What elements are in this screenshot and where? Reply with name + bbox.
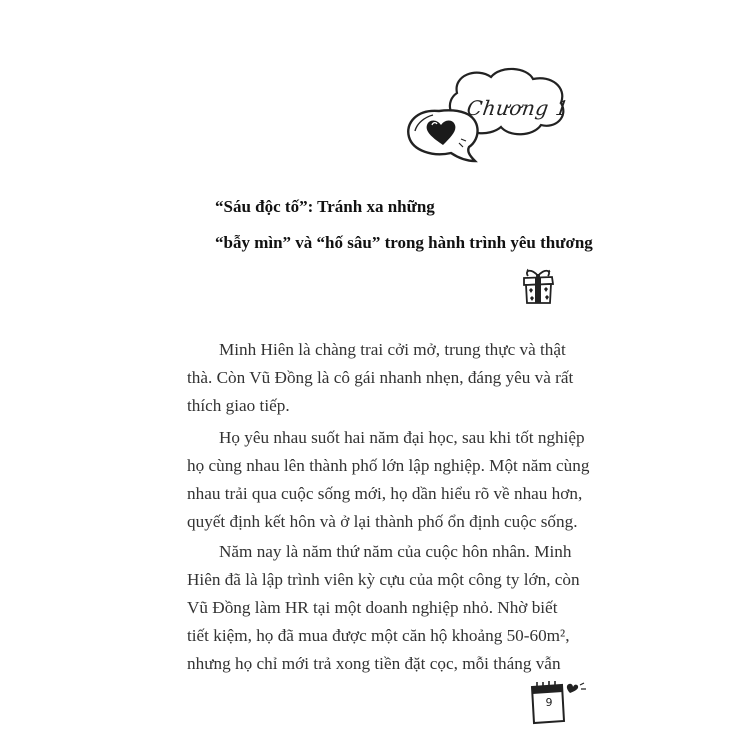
gift-box-icon bbox=[518, 266, 558, 306]
body-paragraph bbox=[187, 424, 590, 536]
body-line: tiết kiệm, họ đã mua được một căn hộ khoảng 50-60m², bbox=[187, 626, 570, 645]
body-line: Minh Hiên là chàng trai cởi mở, trung thực và thật bbox=[219, 340, 566, 359]
body-line: nhưng họ chỉ mới trả xong tiền đặt cọc, mỗi tháng vẫn bbox=[187, 654, 561, 673]
body-line: Vũ Đồng làm HR tại một doanh nghiệp nhỏ. Nhờ biết bbox=[187, 598, 558, 617]
body-line: họ cùng nhau lên thành phố lớn lập nghiệp. Một năm cùng bbox=[187, 456, 590, 475]
page-number: 9 bbox=[545, 696, 553, 709]
chapter-title-line-2: “bẫy mìn” và “hố sâu” trong hành trình yêu thương bbox=[215, 233, 593, 252]
body-paragraph bbox=[187, 538, 580, 678]
body-line: nhau trải qua cuộc sống mới, họ dần hiểu rõ về nhau hơn, bbox=[187, 484, 583, 503]
chapter-title-line-1: “Sáu độc tố”: Tránh xa những bbox=[215, 197, 435, 216]
body-paragraph bbox=[187, 336, 574, 420]
chapter-label: Chương 1 bbox=[465, 96, 571, 120]
body-line: thà. Còn Vũ Đồng là cô gái nhanh nhẹn, đáng yêu và rất bbox=[187, 368, 574, 387]
body-line: Hiên đã là lập trình viên kỳ cựu của một công ty lớn, còn bbox=[187, 570, 580, 589]
body-line: Năm nay là năm thứ năm của cuộc hôn nhân. Minh bbox=[219, 542, 572, 561]
body-line: Họ yêu nhau suốt hai năm đại học, sau khi tốt nghiệp bbox=[219, 428, 585, 447]
body-line: quyết định kết hôn và ở lại thành phố ổn định cuộc sống. bbox=[187, 512, 578, 531]
body-line: thích giao tiếp. bbox=[187, 396, 290, 415]
